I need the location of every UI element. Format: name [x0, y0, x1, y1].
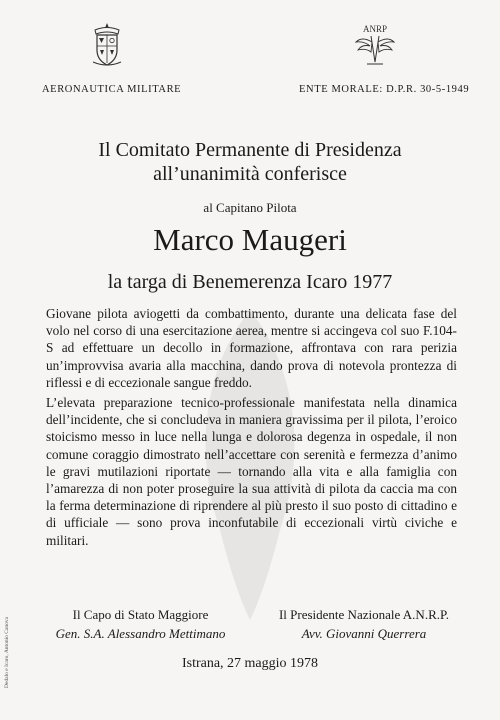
title-line-1: Il Comitato Permanente di Presidenza	[98, 139, 402, 161]
signatory-name: Avv. Giovanni Querrera	[301, 626, 427, 641]
citation-paragraph: Giovane pilota aviogetti da combattimento, durante una delicata fase del volo nel corso di una esercitazione aerea, mentre si accingeva col suo F.104-S ad effettuare un decollo in formazione, affrontava con rara perizia un’improvvisa avaria alla macchina, dando prova di notevola prontezza di riflessi e di eccezionale sangue freddo.	[46, 306, 457, 390]
recipient-name: Marco Maugeri	[153, 222, 347, 257]
crest-icon	[92, 22, 122, 68]
title-line-2: all’unanimità conferisce	[153, 163, 347, 185]
signature-left	[38, 605, 243, 643]
award-title: la targa di Benemerenza Icaro 1977	[107, 271, 393, 293]
signatory-name: Gen. S.A. Alessandro Mettimano	[55, 626, 226, 641]
wings-icon	[352, 22, 398, 68]
anrp-logo-text: ANRP	[362, 24, 388, 34]
issuer-left: AERONAUTICA MILITARE	[42, 84, 182, 95]
citation-paragraph: L’elevata preparazione tecnico-professionale manifestata nella dinamica dell’incidente, che si concludeva in maniera gravissima per il pilota, l’eroico stoicismo messo in luce nella lunga e dolorosa degenza in ospedale, il non comune coraggio dimostrato nell’accettare con serenità e fermezza d’animo le gravi mutilazioni riportate — tornando alla vita e alla famiglia con l’amarezza di non poter proseguire la sua attività di pilota da caccia ma con la ferma determinazione di riprendere al più presto il suo posto di cittadino e di ufficiale — sono prova inconfutabile di eccezionali virtù civiche e militari.	[46, 395, 457, 548]
signatory-title: Il Presidente Nazionale A.N.R.P.	[278, 607, 450, 622]
place-date: Istrana, 27 maggio 1978	[181, 656, 319, 671]
signatory-title: Il Capo di Stato Maggiore	[72, 607, 209, 622]
issuer-right: ENTE MORALE: D.P.R. 30-5-1949	[299, 84, 470, 95]
image-credit: Dedalo e Icaro, Antonio Canova	[4, 616, 10, 688]
citation-text	[46, 305, 457, 552]
signature-right	[258, 605, 470, 643]
recipient-rank: al Capitano Pilota	[203, 200, 297, 215]
